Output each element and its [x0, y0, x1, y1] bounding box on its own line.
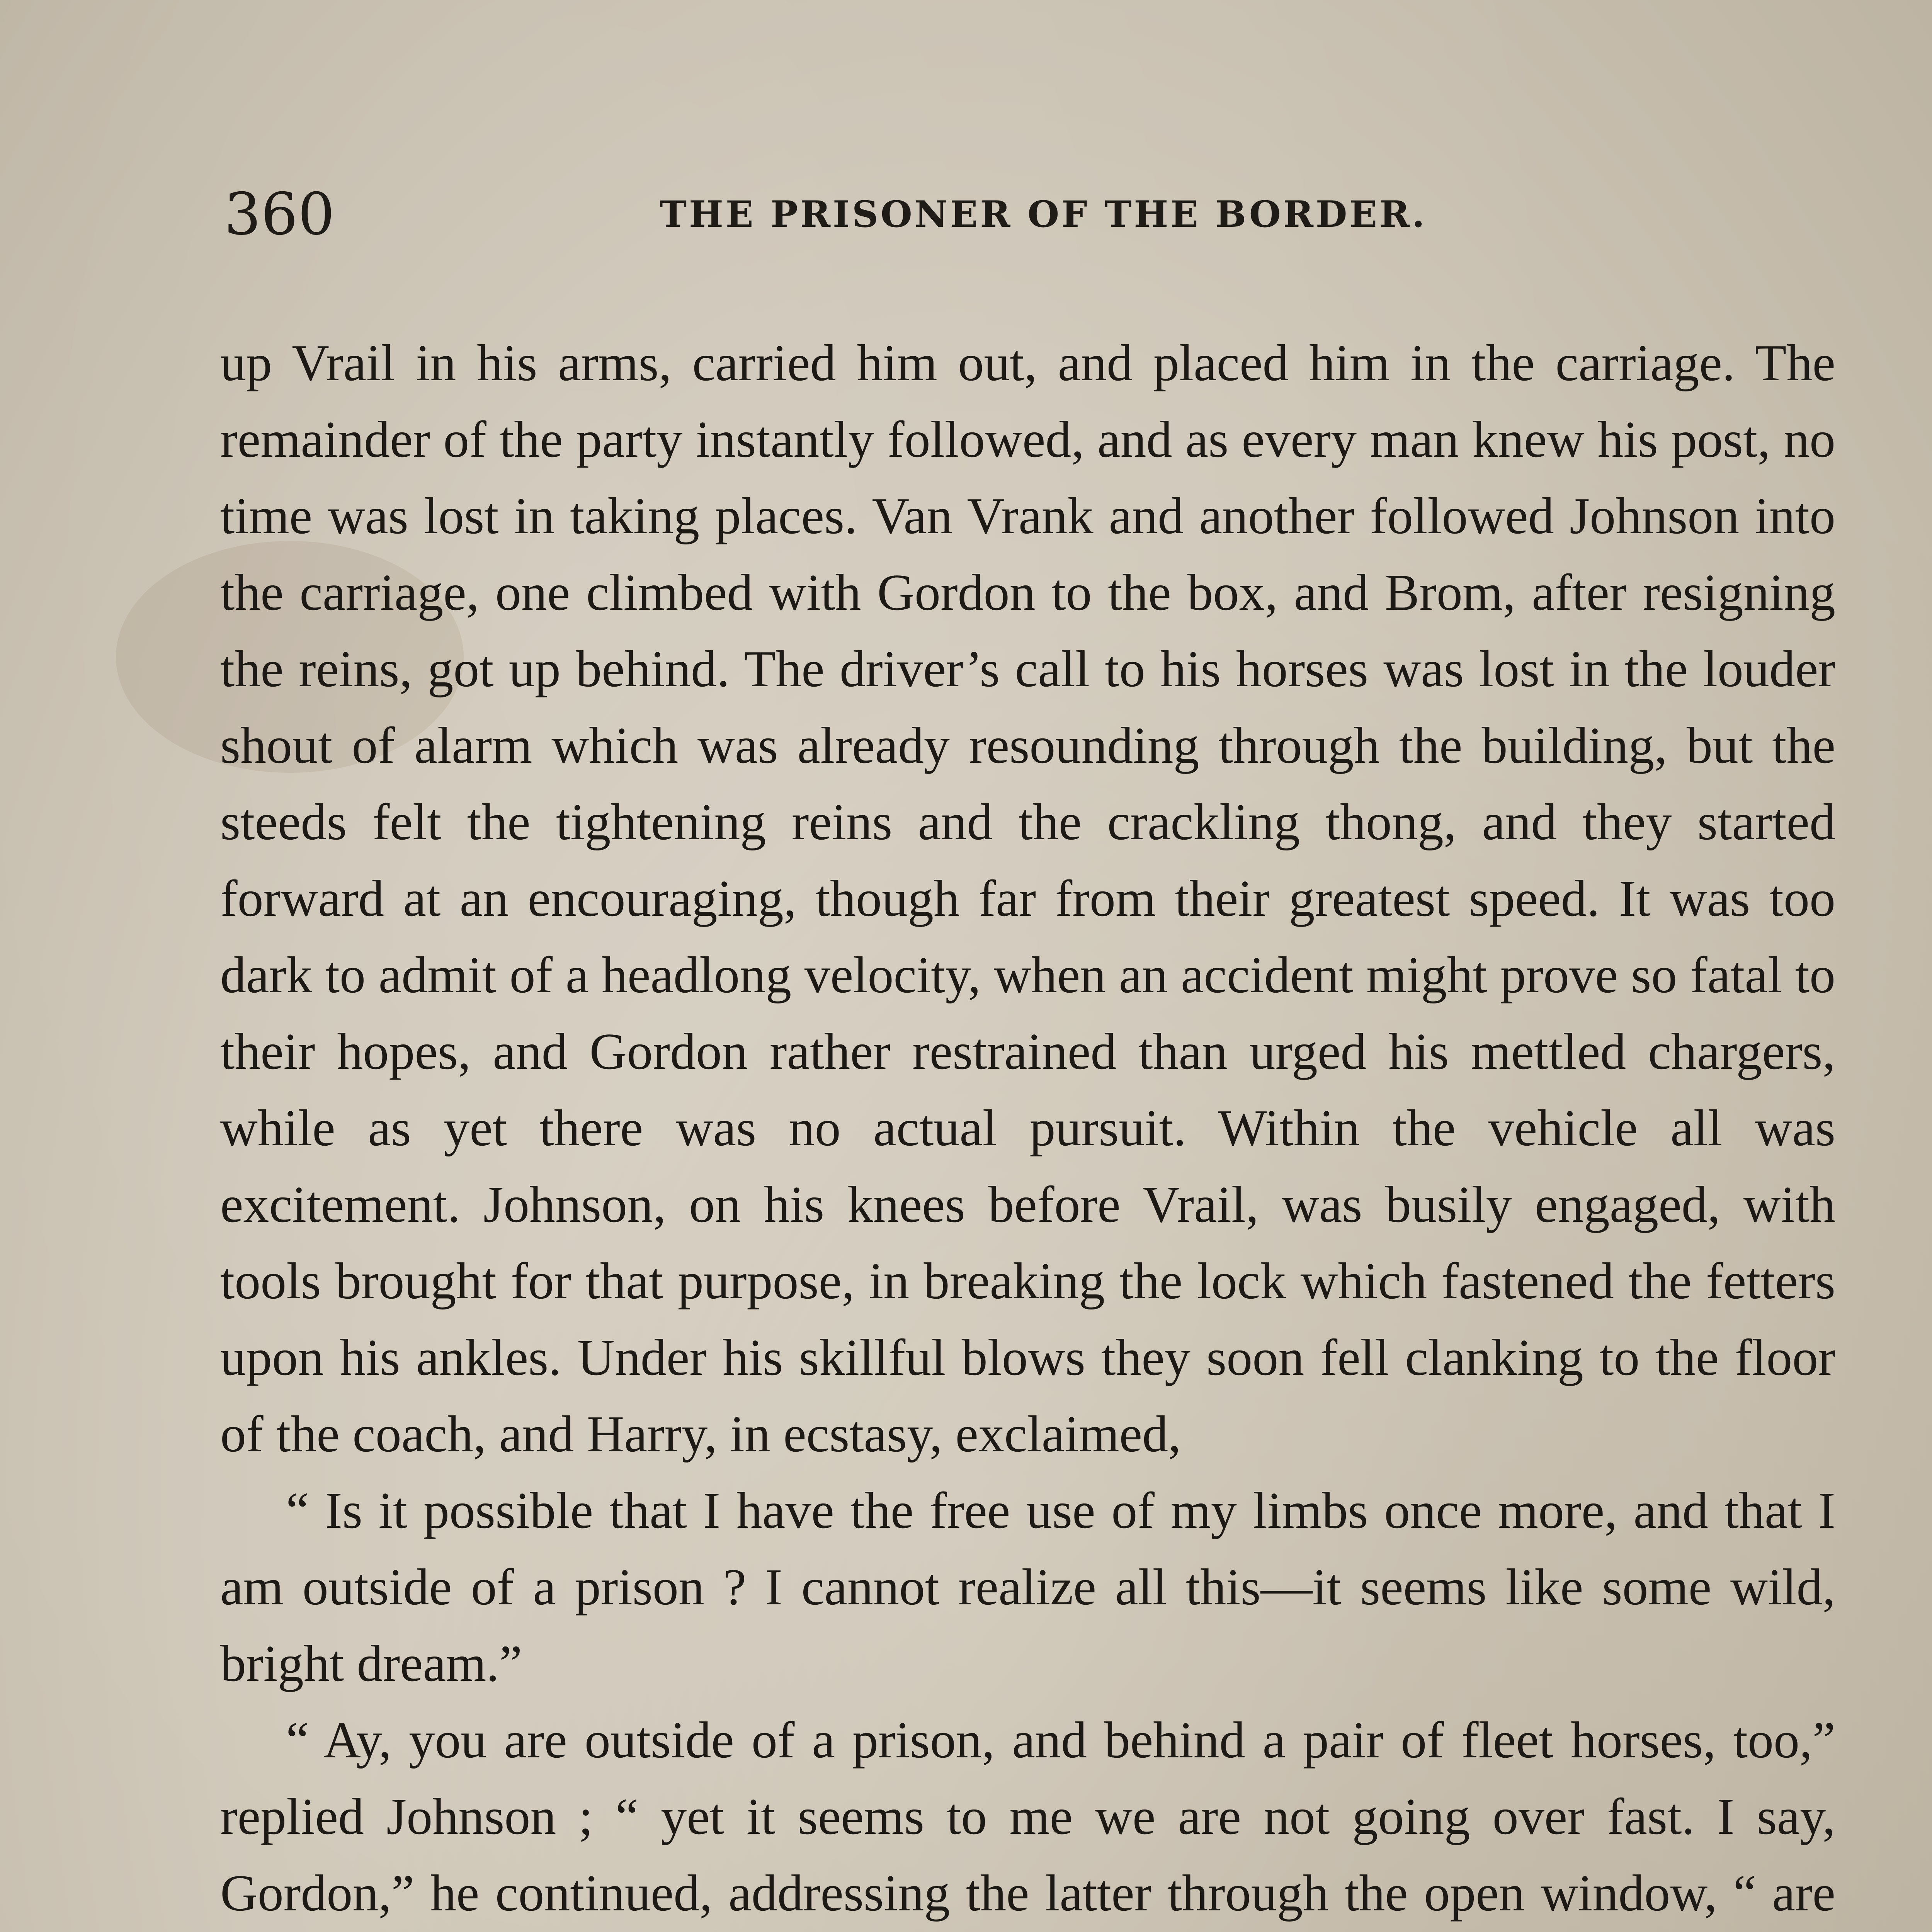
page-header [224, 182, 1862, 247]
running-head: THE PRISONER OF THE BORDER. [660, 193, 1427, 236]
paragraph: “ Is it possible that I have the free use of my limbs once more, and that I am outside of a prison ? I cannot realize all this—it seems like some wild, bright dream.” [220, 1482, 1835, 1692]
page-number: 360 [224, 181, 335, 248]
body-text [220, 325, 1835, 1932]
paragraph: “ Ay, you are outside of a prison, and behind a pair of fleet horses, too,” replied Johnson ; “ yet it seems to me we are not going over fast. I say, Gordon,” he continued, addressing the latter through the open window, “ are [220, 1711, 1835, 1922]
paragraph: up Vrail in his arms, carried him out, and placed him in the carriage. The remainder of the party instantly followed, and as every man knew his post, no time was lost in taking places. Van Vrank and another followed Johnson into the carriage, one climbed with Gordon to the box, and Brom, after resigning the reins, got up behind. The driver’s call to his horses was lost in the louder shout of alarm which was already resounding through the building, but the steeds felt the tightening reins and the crackling thong, and they started forward at an encouraging, though far from their greatest speed. It was too dark to admit of a headlong velocity, when an accident might prove so fatal to their hopes, and Gordon rather restrained than urged his mettled chargers, while as yet there was no actual pursuit. Within the vehicle all was excitement. Johnson, on his knees before Vrail, was busily engaged, with tools brought for that purpose, in breaking the lock which fastened the fetters upon his ankles. Under his skillful blows they soon fell clanking to the floor of the coach, and Harry, in ecstasy, exclaimed, [220, 334, 1835, 1463]
